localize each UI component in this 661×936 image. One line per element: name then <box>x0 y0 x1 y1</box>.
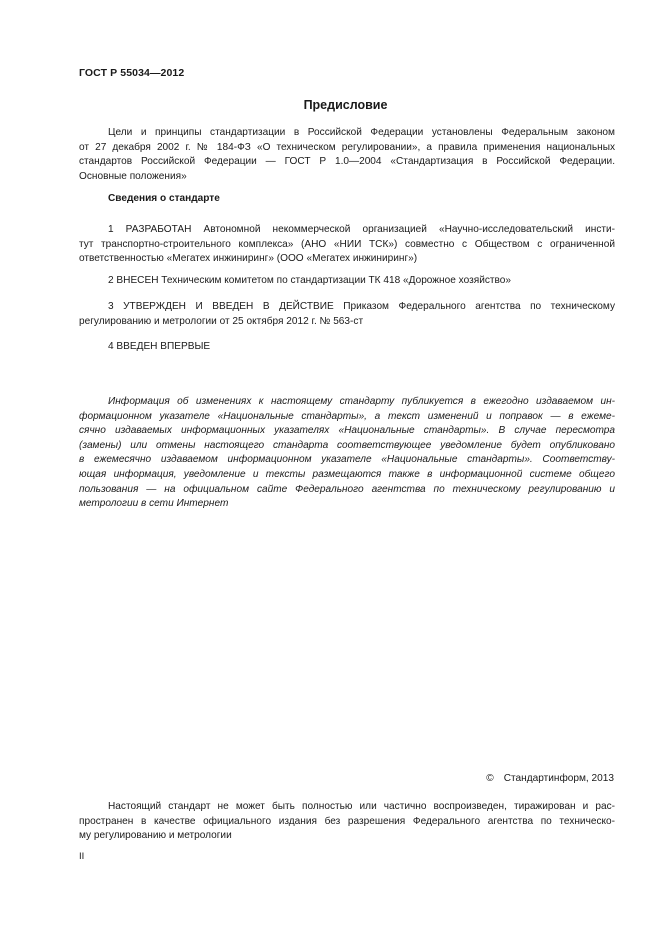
notice-paragraph <box>79 395 615 512</box>
text-line: формационном указателе «Национальные стандарты», а текст изменений и поправок — в ежеме- <box>79 410 615 422</box>
text-line: Настоящий стандарт не может быть полностью или частично воспроизведен, тиражирован и рас- <box>108 801 615 812</box>
text-line: сячно издаваемых информационных указателях «Национальные стандарты». В случае пересмотра <box>79 425 615 437</box>
item-2-paragraph <box>79 274 615 289</box>
text-line: ющая информация, уведомление и тексты размещаются также в информационной системе общего <box>79 468 615 480</box>
copyright-line <box>486 773 614 784</box>
text-line: пользования — на официальном сайте Федерального агентства по техническому регулированию и <box>79 483 615 495</box>
text-line: тут транспортно-строительного комплекса» (АНО «НИИ ТСК») совместно с Обществом с ограниченной <box>79 238 615 250</box>
item-1-paragraph <box>79 223 615 267</box>
text-line: 2 ВНЕСЕН Техническим комитетом по стандартизации ТК 418 «Дорожное хозяйство» <box>108 275 511 286</box>
rights-paragraph <box>79 800 615 844</box>
text-line: регулированию и метрологии от 25 октября 2012 г. № 563-ст <box>79 315 364 327</box>
text-line: 1 РАЗРАБОТАН Автономной некоммерческой организацией «Научно-исследовательский инсти- <box>108 224 615 235</box>
section-heading: Сведения о стандарте <box>108 193 220 204</box>
item-4-paragraph <box>79 340 615 355</box>
text-line: Основные положения» <box>79 170 187 182</box>
intro-paragraph <box>79 126 615 184</box>
standard-id: ГОСТ Р 55034—2012 <box>79 67 185 79</box>
page-number: II <box>79 851 85 862</box>
text-line: 3 УТВЕРЖДЕН И ВВЕДЕН В ДЕЙСТВИЕ Приказом Федерального агентства по техническому <box>108 301 615 312</box>
text-line: метрологии в сети Интернет <box>79 498 229 510</box>
page-title: Предисловие <box>303 98 388 112</box>
text-line: ответственностью «Мегатех инжиниринг» (ООО «Мегатех инжиниринг») <box>79 253 418 265</box>
text-line: Цели и принципы стандартизации в Российской Федерации установлены Федеральным законом <box>108 127 615 138</box>
item-3-paragraph <box>79 300 615 329</box>
text-line: в ежемесячно издаваемом информационном указателе «Национальные стандарты». Соответству- <box>79 454 615 466</box>
text-line: от 27 декабря 2002 г. № 184-ФЗ «О техническом регулировании», а правила применения национальных <box>79 141 615 153</box>
text-line: стандартов Российской Федерации — ГОСТ Р 1.0—2004 «Стандартизация в Российской Федерации. <box>79 156 615 168</box>
text-line: Информация об изменениях к настоящему стандарту публикуется в ежегодно издаваемом ин- <box>108 396 615 407</box>
text-line: пространен в качестве официального издания без разрешения Федерального агентства по техническо- <box>79 815 615 827</box>
text-line: му регулированию и метрологии <box>79 830 232 842</box>
text-line: 4 ВВЕДЕН ВПЕРВЫЕ <box>108 341 211 352</box>
text-line: (замены) или отмены настоящего стандарта соответствующее уведомление будет опубликовано <box>79 439 615 451</box>
copyright-text: Стандартинформ, 2013 <box>503 773 614 784</box>
copyright-icon: © <box>486 773 494 784</box>
